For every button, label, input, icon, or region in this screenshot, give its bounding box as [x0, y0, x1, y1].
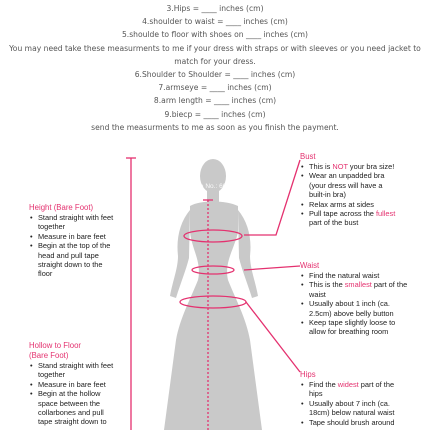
instruction-send: send the measurments to me as soon as you finish the payment.	[91, 122, 339, 132]
instruction-note-line2: match for your dress.	[174, 56, 256, 66]
bust-label	[300, 152, 400, 228]
height-item: • Stand straight with feet together	[38, 213, 117, 232]
instruction-bicep: 9.biecp = ____ inches (cm)	[164, 109, 266, 119]
hips-item: • Tape should brush around	[309, 418, 400, 427]
height-label	[29, 203, 117, 279]
waist-title: Waist	[300, 261, 320, 270]
hips-item: • Find the widest part of the hips	[309, 380, 400, 399]
height-title: Height (Bare Foot)	[29, 203, 94, 212]
waist-leader	[244, 266, 300, 270]
hollow-title-line2: (Bare Foot)	[29, 351, 69, 360]
bust-leader	[244, 160, 300, 235]
hips-leader	[246, 302, 300, 372]
instruction-note-line1: You may need take these measurments to me if your dress with straps or with sleeves or you need jacket to	[9, 43, 421, 53]
hips-item: • Usually about 7 inch (ca. 18cm) below natural waist	[309, 399, 400, 418]
instruction-shoulder-to-waist: 4.shoulder to waist = ____ inches (cm)	[142, 17, 288, 27]
waist-item: • This is the smallest part of the waist	[309, 280, 410, 299]
hollow-to-floor-label	[29, 341, 117, 427]
hips-title: Hips	[300, 370, 316, 379]
bust-item: • This is NOT your bra size!	[309, 162, 400, 171]
waist-item: • Usually about 1 inch (ca. 2.5cm) above belly button	[309, 299, 410, 318]
height-item: • Measure in bare feet	[38, 232, 117, 241]
bust-item: • Pull tape across the fullest part of the bust	[309, 209, 400, 228]
waist-item: • Keep tape slightly loose to allow for breathing room	[309, 318, 410, 337]
bust-item: • Relax arms at sides	[309, 200, 400, 209]
bust-item: • Wear an unpadded bra (your dress will have a built-in bra)	[309, 171, 400, 199]
hips-label	[300, 370, 400, 427]
instruction-hips: 3.Hips = ____ inches (cm)	[166, 4, 264, 13]
instruction-shoulder-to-shoulder: 6.Shoulder to Shoulder = ____ inches (cm)	[134, 70, 296, 80]
height-item: • Begin at the top of the head and pull tape straight down to the floor	[38, 241, 117, 279]
instruction-arm-length: 8.arm length = ____ inches (cm)	[153, 96, 277, 106]
hollow-item: • Begin at the hollow space between the collarbones and pull tape straight down to	[38, 389, 117, 427]
store-watermark: Store No.: 660032	[188, 183, 241, 190]
instruction-shoulder-to-floor: 5.shoulde to floor with shoes on ____ inches (cm)	[121, 30, 309, 40]
waist-label	[300, 261, 410, 337]
bust-title: Bust	[300, 152, 316, 161]
instruction-armseye: 7.armseye = ____ inches (cm)	[158, 83, 272, 93]
hollow-item: • Measure in bare feet	[38, 380, 117, 389]
hollow-item: • Stand straight with feet together	[38, 361, 117, 380]
hollow-title-line1: Hollow to Floor	[29, 341, 81, 350]
waist-item: • Find the natural waist	[309, 271, 410, 280]
